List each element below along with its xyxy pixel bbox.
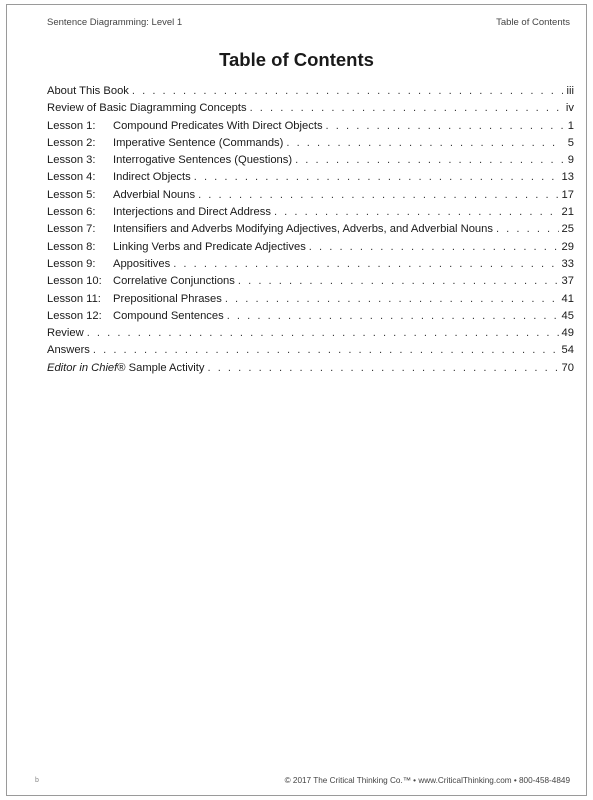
toc-page-number: 33 bbox=[561, 257, 574, 270]
document-page bbox=[6, 4, 587, 796]
toc-entry bbox=[47, 83, 574, 100]
toc-entry-title: Correlative Conjunctions bbox=[113, 275, 235, 288]
toc-page-number: 1 bbox=[567, 119, 574, 132]
toc-page-number: 5 bbox=[567, 136, 574, 149]
toc-page-number: 13 bbox=[561, 171, 574, 184]
toc-page-number: 54 bbox=[561, 344, 574, 357]
toc-entry-title: Review bbox=[47, 327, 84, 340]
toc-entry bbox=[47, 135, 574, 152]
toc-leader-dots bbox=[173, 256, 558, 273]
toc-entry bbox=[47, 239, 574, 256]
toc-lesson-number: Lesson 8: bbox=[47, 240, 96, 253]
toc-entry bbox=[47, 360, 574, 377]
toc-entry bbox=[47, 308, 574, 325]
toc-leader-dots bbox=[132, 83, 563, 100]
toc-lesson-number: Lesson 4: bbox=[47, 171, 96, 184]
toc-page-number: 45 bbox=[561, 309, 574, 322]
toc-leader-dots bbox=[208, 360, 559, 377]
toc-entry-title: About This Book bbox=[47, 85, 129, 97]
table-of-contents bbox=[47, 83, 574, 377]
toc-entry bbox=[47, 273, 574, 290]
toc-leader-dots bbox=[295, 152, 563, 169]
toc-leader-dots bbox=[286, 135, 563, 152]
toc-entry-title-suffix: ® Sample Activity bbox=[117, 361, 205, 374]
toc-entry-title: Intensifiers and Adverbs Modifying Adjectives, Adverbs, and Adverbial Nouns bbox=[113, 223, 493, 236]
toc-page-number: 70 bbox=[561, 361, 574, 374]
toc-entry-title: Review of Basic Diagramming Concepts bbox=[47, 102, 247, 115]
toc-entry-title: Adverbial Nouns bbox=[113, 188, 196, 201]
toc-entry bbox=[47, 291, 574, 308]
toc-lesson-number: Lesson 1: bbox=[47, 119, 96, 132]
toc-leader-dots bbox=[274, 204, 559, 221]
toc-entry-title: Indirect Objects bbox=[113, 171, 191, 184]
toc-leader-dots bbox=[496, 221, 559, 238]
toc-page-number: iii bbox=[566, 85, 574, 97]
toc-entry-title: Compound Sentences bbox=[113, 309, 224, 322]
toc-lesson-number: Lesson 5: bbox=[47, 188, 96, 201]
toc-lesson-number: Lesson 9: bbox=[47, 257, 96, 270]
toc-page-number: 17 bbox=[561, 188, 574, 201]
toc-page-number: 49 bbox=[561, 327, 574, 340]
toc-lesson-number: Lesson 6: bbox=[47, 206, 96, 219]
footer-page-mark: b bbox=[35, 777, 39, 784]
toc-entry bbox=[47, 187, 574, 204]
toc-entry-title: Imperative Sentence (Commands) bbox=[113, 136, 284, 149]
toc-leader-dots bbox=[194, 169, 559, 186]
toc-entry bbox=[47, 118, 574, 135]
toc-lesson-number: Lesson 7: bbox=[47, 223, 96, 236]
toc-leader-dots bbox=[238, 273, 559, 290]
running-header-right: Table of Contents bbox=[496, 17, 570, 28]
toc-leader-dots bbox=[198, 187, 558, 204]
toc-entry bbox=[47, 325, 574, 342]
toc-entry-title: Interjections and Direct Address bbox=[113, 206, 271, 219]
toc-entry-title: Answers bbox=[47, 344, 90, 357]
toc-lesson-number: Lesson 2: bbox=[47, 136, 96, 149]
running-header-left: Sentence Diagramming: Level 1 bbox=[47, 17, 183, 28]
toc-page-number: 41 bbox=[561, 292, 574, 305]
toc-lesson-number: Lesson 12: bbox=[47, 309, 102, 322]
toc-entry-title: Compound Predicates With Direct Objects bbox=[113, 119, 323, 132]
toc-entry-title: Prepositional Phrases bbox=[113, 292, 222, 305]
toc-entry bbox=[47, 342, 574, 359]
toc-page-number: 25 bbox=[561, 223, 574, 236]
toc-entry-title bbox=[47, 360, 205, 377]
toc-entry bbox=[47, 152, 574, 169]
toc-page-number: 29 bbox=[561, 240, 574, 253]
toc-page-number: 9 bbox=[567, 154, 574, 167]
toc-leader-dots bbox=[227, 308, 559, 325]
toc-page-number: 21 bbox=[561, 206, 574, 219]
toc-entry bbox=[47, 204, 574, 221]
toc-entry-title: Interrogative Sentences (Questions) bbox=[113, 154, 293, 167]
toc-entry bbox=[47, 100, 574, 117]
toc-entry-title-italic: Editor in Chief bbox=[47, 361, 118, 374]
toc-entry bbox=[47, 221, 574, 238]
page-title: Table of Contents bbox=[219, 49, 374, 70]
toc-leader-dots bbox=[93, 342, 559, 359]
footer-copyright: © 2017 The Critical Thinking Co.™ • www.CriticalThinking.com • 800-458-4849 bbox=[284, 776, 570, 785]
toc-lesson-number: Lesson 3: bbox=[47, 154, 96, 167]
toc-entry bbox=[47, 256, 574, 273]
toc-lesson-number: Lesson 10: bbox=[47, 275, 102, 288]
toc-leader-dots bbox=[225, 291, 559, 308]
toc-entry bbox=[47, 169, 574, 186]
toc-leader-dots bbox=[309, 239, 559, 256]
toc-leader-dots bbox=[326, 118, 563, 135]
toc-leader-dots bbox=[87, 325, 559, 342]
toc-page-number: 37 bbox=[561, 275, 574, 288]
toc-leader-dots bbox=[250, 100, 563, 117]
toc-entry-title: Linking Verbs and Predicate Adjectives bbox=[113, 240, 306, 253]
toc-page-number: iv bbox=[565, 102, 574, 115]
toc-entry-title: Appositives bbox=[113, 257, 171, 270]
toc-lesson-number: Lesson 11: bbox=[47, 292, 101, 305]
